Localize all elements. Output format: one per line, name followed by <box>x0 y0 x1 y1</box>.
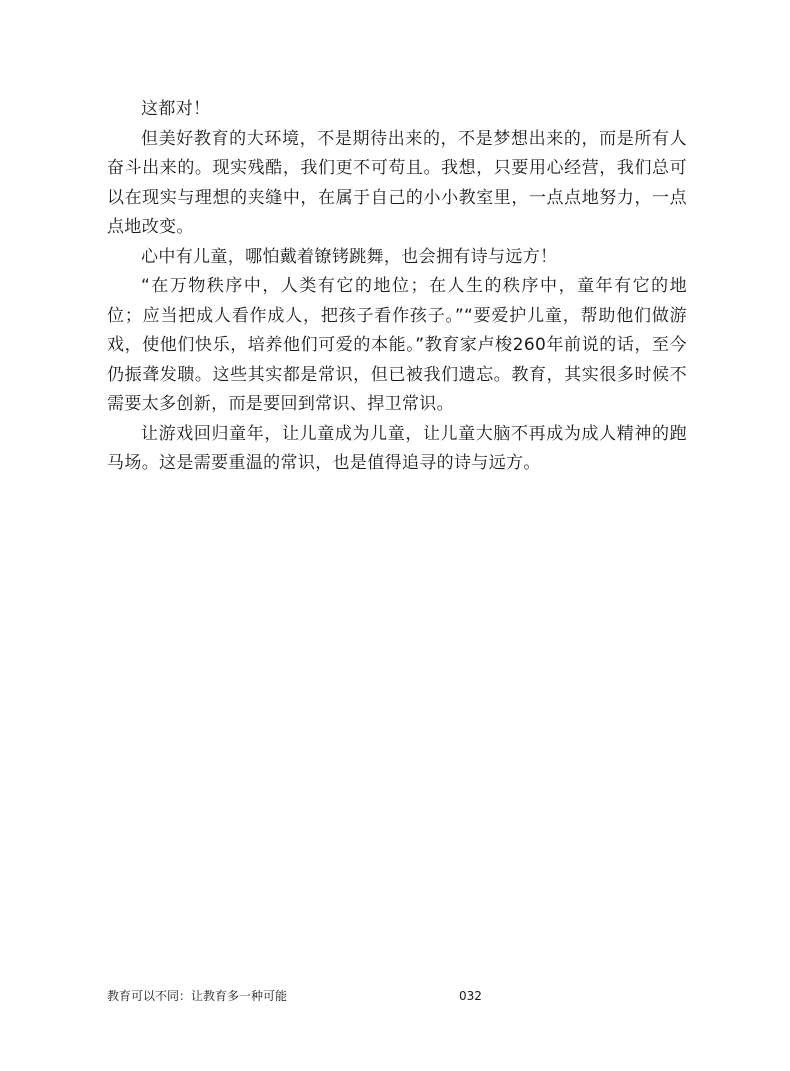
page-number: 032 <box>459 989 482 1003</box>
paragraph-3: 心中有儿童，哪怕戴着镣铐跳舞，也会拥有诗与远方！ <box>141 246 558 267</box>
paragraph-5: 让游戏回归童年，让儿童成为儿童，让儿童大脑不再成为成人精神的跑马场。这是需要重温的常识，也是值得追寻的诗与远方。 <box>107 423 687 473</box>
footer-book-title: 教育可以不同：让教育多一种可能 <box>107 989 288 1003</box>
paragraph-2: 但美好教育的大环境，不是期待出来的，不是梦想出来的，而是所有人奋斗出来的。现实残酷，我们更不可苟且。我想，只要用心经营，我们总可以在现实与理想的夹缝中，在属于自己的小小教室里，一点点地努力，一点点地改变。 <box>107 128 687 237</box>
paragraph-4: “在万物秩序中，人类有它的地位；在人生的秩序中，童年有它的地位；应当把成人看作成人，把孩子看作孩子。”“要爱护儿童，帮助他们做游戏，使他们快乐，培养他们可爱的本能。”教育家卢梭260年前说的话，至今仍振聋发聩。这些其实都是常识，但已被我们遗忘。教育，其实很多时候不需要太多创新，而是要回到常识、捍卫常识。 <box>107 276 687 414</box>
body-text <box>107 95 687 479</box>
paragraph-1: 这都对！ <box>141 99 211 119</box>
